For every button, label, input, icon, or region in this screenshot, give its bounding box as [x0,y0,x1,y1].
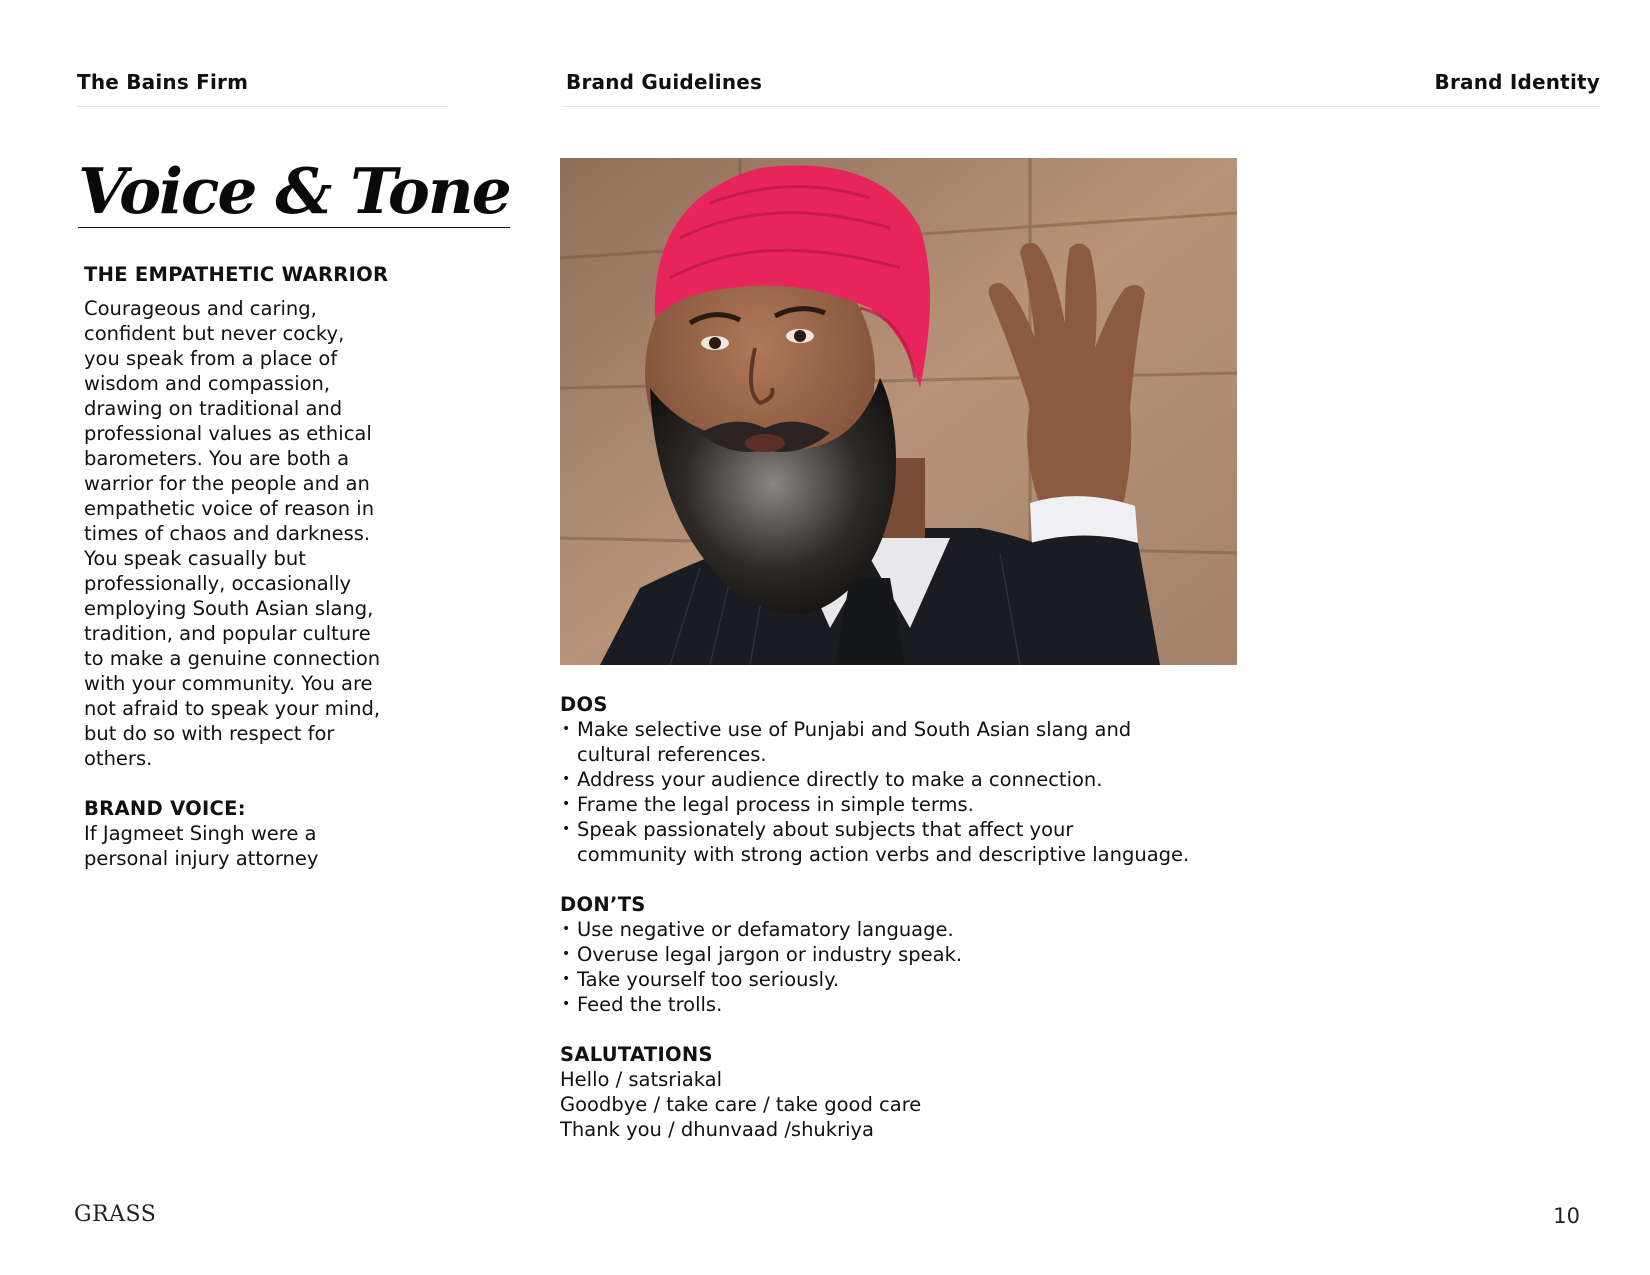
dos-item-line: • Make selective use of Punjabi and South Asian slang and [577,718,1132,741]
salutations-heading: SALUTATIONS [560,1043,713,1066]
right-column [560,692,1280,1142]
dos-item-line: • Speak passionately about subjects that affect your [577,818,1074,841]
header-document-title: Brand Guidelines [566,70,763,94]
header-rule-left [77,106,448,107]
persona-line: empathetic voice of reason in [84,497,375,520]
persona-line: but do so with respect for [84,722,335,745]
brand-voice-line: personal injury attorney [84,847,319,870]
persona-line: tradition, and popular culture [84,622,371,645]
list-item [560,717,1280,767]
persona-heading: THE EMPATHETIC WARRIOR [84,263,389,286]
page-title: Voice & Tone [78,154,510,228]
persona-line: professionally, occasionally [84,572,352,595]
salutation-line: Thank you / dhunvaad /shukriya [560,1118,874,1141]
persona-line: with your community. You are [84,672,373,695]
dos-item-line: cultural references. [577,743,767,766]
salutation-line: Goodbye / take care / take good care [560,1093,922,1116]
dos-item-line: community with strong action verbs and descriptive language. [577,843,1190,866]
persona-line: drawing on traditional and [84,397,343,420]
list-item: • Take yourself too seriously. [560,967,1280,992]
persona-line: you speak from a place of [84,347,338,370]
dos-item-line: • Frame the legal process in simple terms. [577,793,974,816]
dos-item-line: • Address your audience directly to make a connection. [577,768,1103,791]
header-firm-name: The Bains Firm [77,70,249,94]
dos-heading: DOS [560,693,608,716]
donts-heading: DON’TS [560,893,646,916]
header-rule-right [562,106,1600,107]
list-item [560,817,1280,867]
donts-list [560,917,1280,1017]
persona-line: warrior for the people and an [84,472,370,495]
page-number: 10 [1553,1204,1580,1228]
persona-line: not afraid to speak your mind, [84,697,381,720]
persona-line: professional values as ethical [84,422,372,445]
list-item [560,792,1280,817]
left-column [84,262,434,871]
list-item [560,767,1280,792]
list-item: • Overuse legal jargon or industry speak. [560,942,1280,967]
persona-line: confident but never cocky, [84,322,345,345]
list-item: • Use negative or defamatory language. [560,917,1280,942]
persona-line: others. [84,747,153,770]
persona-line: You speak casually but [84,547,306,570]
dos-list [560,717,1280,867]
grass-logo: GRASS [74,1202,157,1227]
brand-voice-heading: BRAND VOICE: [84,797,246,820]
persona-line: times of chaos and darkness. [84,522,371,545]
persona-line: to make a genuine connection [84,647,381,670]
persona-line: barometers. You are both a [84,447,350,470]
list-item: • Feed the trolls. [560,992,1280,1017]
persona-line: wisdom and compassion, [84,372,331,395]
persona-line: Courageous and caring, [84,297,317,320]
header-section-name: Brand Identity [1434,70,1600,94]
persona-line: employing South Asian slang, [84,597,374,620]
spokesperson-photo [560,158,1237,665]
salutation-line: Hello / satsriakal [560,1068,723,1091]
brand-voice-line: If Jagmeet Singh were a [84,822,317,845]
persona-description [84,296,434,771]
